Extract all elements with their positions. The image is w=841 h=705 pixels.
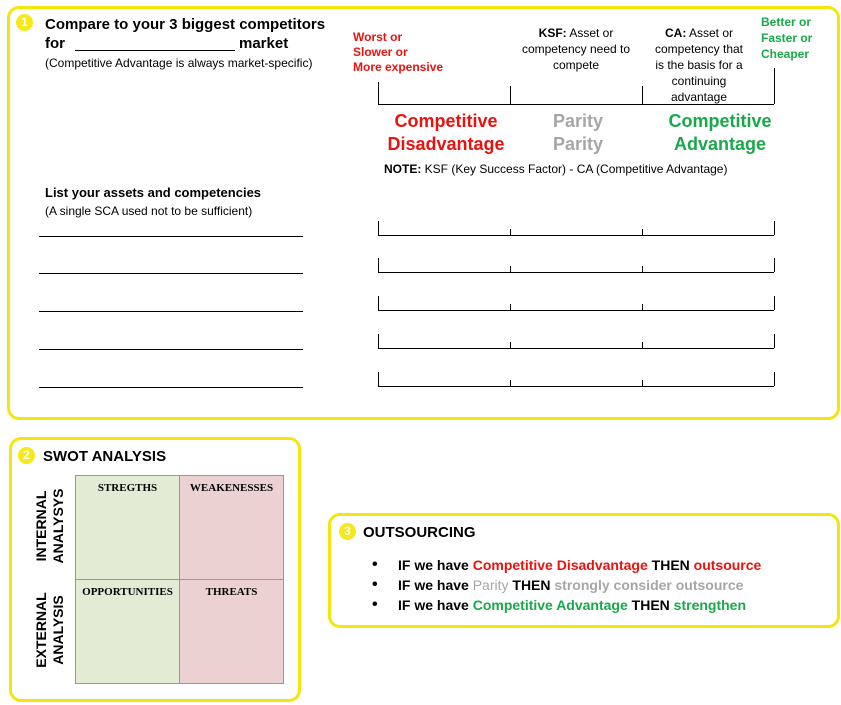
rule-if: IF we have: [398, 557, 473, 573]
rating-scale-tick: [510, 266, 511, 272]
rating-scale-tick: [510, 229, 511, 235]
worse-label-line: Worst or: [353, 30, 403, 44]
worse-label-line: More expensive: [353, 60, 444, 74]
scale-parity: [528, 110, 628, 156]
better-label-line: Faster or: [761, 31, 813, 45]
scale-disadvantage: [378, 110, 514, 156]
swot-opportunities-cell: [75, 579, 180, 684]
outsourcing-rules: [372, 555, 761, 615]
rating-scale-tick: [774, 258, 775, 272]
scale-advantage-line: Advantage: [673, 134, 767, 154]
rule-action: strongly consider outsource: [554, 577, 744, 593]
scale-disadvantage-line: Competitive: [394, 111, 498, 131]
rule-then: THEN: [627, 597, 674, 613]
strengths-label: STREGTHS: [97, 482, 158, 494]
rule-then: THEN: [647, 557, 694, 573]
worse-label-line: Slower or: [353, 45, 408, 59]
header-scale-tick: [642, 86, 643, 104]
ksf-label-line: compete: [552, 58, 600, 72]
rating-scale-tick: [774, 334, 775, 348]
scale-advantage: [652, 110, 788, 156]
swot-strengths-cell: [75, 475, 180, 580]
note-bold: NOTE:: [384, 162, 422, 176]
rating-scale-tick: [774, 296, 775, 310]
rule-if: IF we have: [398, 577, 473, 593]
asset-entry-line[interactable]: [39, 349, 303, 350]
external-label-line: ANALYSIS: [50, 595, 66, 665]
list-subtitle: (A single SCA used not to be sufficient): [45, 204, 253, 218]
comparison-title: [45, 15, 325, 53]
ca-label-bold: CA:: [664, 26, 687, 40]
header-scale-tick: [378, 82, 379, 104]
scale-advantage-line: Competitive: [668, 111, 772, 131]
better-label: [761, 14, 812, 62]
weaknesses-label: WEAKENESSES: [189, 482, 274, 494]
rule-action: strengthen: [673, 597, 747, 613]
title-for: for: [45, 35, 65, 52]
rating-scale-line[interactable]: [378, 386, 774, 387]
rating-scale-tick: [774, 221, 775, 235]
opportunities-label: OPPORTUNITIES: [82, 586, 173, 598]
swot-title: SWOT ANALYSIS: [43, 448, 167, 465]
rating-scale-tick: [642, 266, 643, 272]
rating-scale-tick: [378, 258, 379, 272]
header-scale-line: [378, 104, 774, 105]
better-label-line: Cheaper: [761, 47, 810, 61]
better-label-line: Better or: [761, 15, 812, 29]
rating-scale-tick: [642, 304, 643, 310]
ca-label-rest: Asset or: [686, 26, 733, 40]
rating-scale-tick: [378, 372, 379, 386]
outsourcing-title: OUTSOURCING: [363, 524, 476, 541]
rating-scale-line[interactable]: [378, 272, 774, 273]
rule-condition: Competitive Advantage: [472, 597, 628, 613]
ca-label-line: advantage: [670, 90, 728, 104]
title-market: market: [239, 35, 289, 52]
rule-action: outsource: [693, 557, 762, 573]
rating-scale-tick: [642, 342, 643, 348]
ca-label-line: continuing: [671, 74, 727, 88]
rating-scale-tick: [378, 296, 379, 310]
ksf-label-line: competency need to: [521, 42, 631, 56]
rating-scale-tick: [642, 229, 643, 235]
rating-scale-line[interactable]: [378, 310, 774, 311]
comparison-subtitle: (Competitive Advantage is always market-specific): [45, 56, 313, 70]
note-rest: KSF (Key Success Factor) - CA (Competitive Advantage): [421, 162, 728, 176]
asset-entry-line[interactable]: [39, 387, 303, 388]
asset-entry-line[interactable]: [39, 273, 303, 274]
section-number-1: 1: [16, 14, 33, 31]
outsourcing-rule: [372, 555, 761, 575]
rating-scale-tick: [510, 342, 511, 348]
scale-parity-line: Parity: [552, 111, 604, 131]
section-number-3: 3: [339, 523, 356, 540]
rule-then: THEN: [508, 577, 555, 593]
swot-weaknesses-cell: [179, 475, 284, 580]
list-title: List your assets and competencies: [45, 185, 262, 200]
ca-label-line: is the basis for a: [655, 58, 743, 72]
header-scale-tick: [510, 86, 511, 104]
asset-entry-line[interactable]: [39, 311, 303, 312]
ca-label-line: competency that: [654, 42, 744, 56]
header-scale-tick: [774, 68, 775, 104]
asset-entry-line[interactable]: [39, 236, 303, 237]
rating-scale-tick: [642, 380, 643, 386]
scale-parity-line: Parity: [552, 134, 604, 154]
rating-scale-tick: [774, 372, 775, 386]
worse-label: [353, 30, 443, 75]
rule-condition: Parity: [472, 577, 509, 593]
comparison-title-line2: [45, 34, 325, 53]
rating-scale-line[interactable]: [378, 235, 774, 236]
rating-scale-tick: [510, 380, 511, 386]
rating-scale-tick: [378, 334, 379, 348]
section-number-2: 2: [18, 447, 35, 464]
comparison-title-line1: Compare to your 3 biggest competitors: [45, 16, 326, 33]
outsourcing-rule: [372, 575, 761, 595]
rule-condition: Competitive Disadvantage: [472, 557, 648, 573]
swot-threats-cell: [179, 579, 284, 684]
rating-scale-line[interactable]: [378, 348, 774, 349]
ca-label: [640, 25, 758, 105]
rating-scale-tick: [378, 221, 379, 235]
ksf-label-bold: KSF:: [538, 26, 567, 40]
internal-analysis-label: [33, 481, 67, 571]
outsourcing-rule: [372, 595, 761, 615]
external-label-line: EXTERNAL: [33, 592, 49, 668]
note-text: [384, 162, 727, 176]
rating-scale-tick: [510, 304, 511, 310]
internal-label-line: INTERNAL: [33, 490, 49, 562]
ksf-label: [508, 25, 644, 73]
market-blank-line: [75, 50, 235, 51]
external-analysis-label: [33, 585, 67, 675]
internal-label-line: ANALYSYS: [50, 488, 66, 564]
threats-label: THREATS: [205, 586, 258, 598]
scale-disadvantage-line: Disadvantage: [387, 134, 505, 154]
ksf-label-rest: Asset or: [566, 26, 614, 40]
rule-if: IF we have: [398, 597, 473, 613]
